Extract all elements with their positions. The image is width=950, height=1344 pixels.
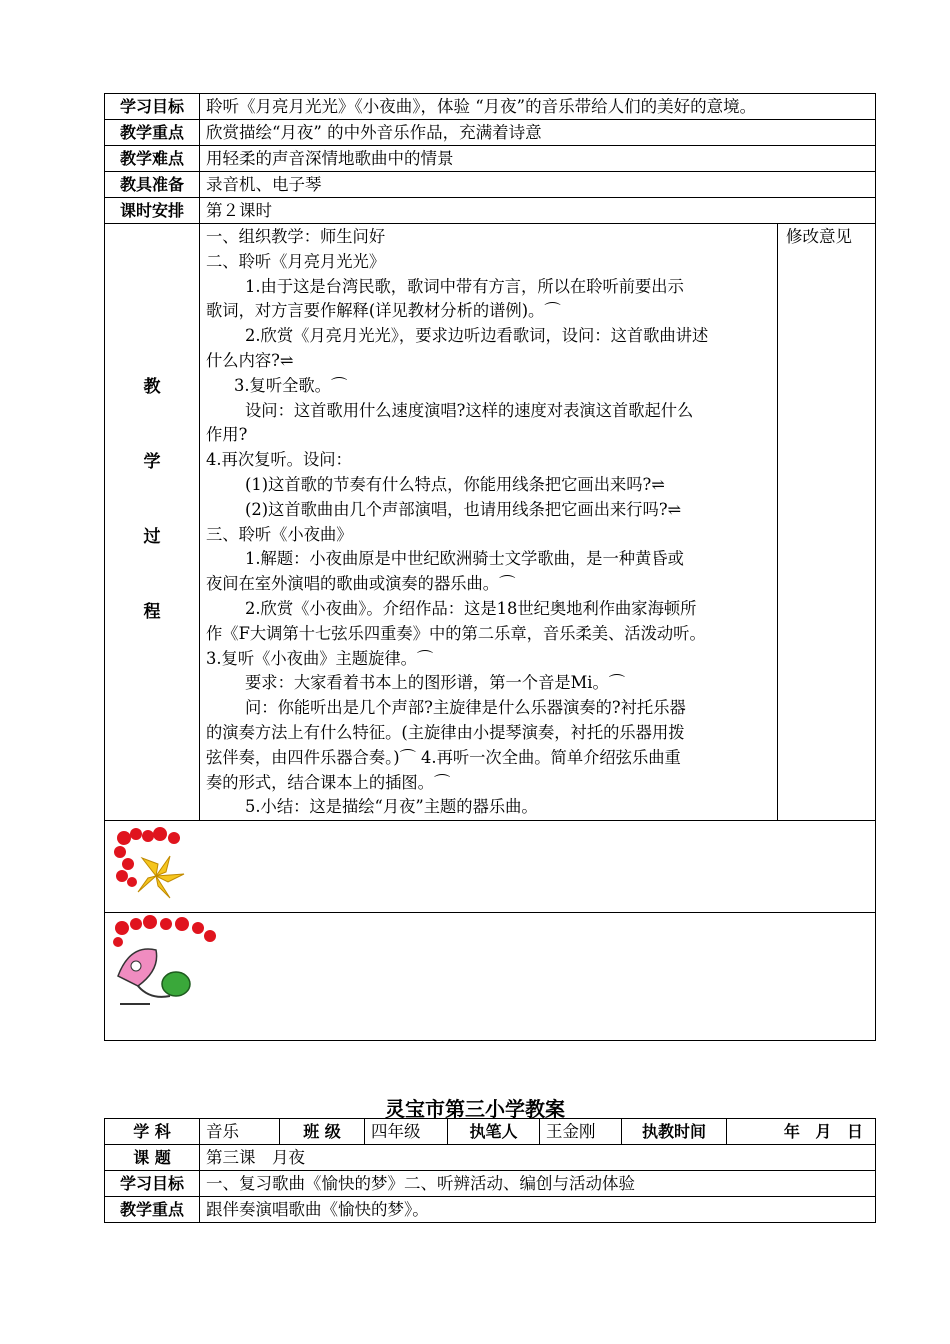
author-label: 执笔人 — [448, 1119, 540, 1145]
process-line: 2.欣赏《月亮月光光》，要求边听边看歌词，设问：这首歌曲讲述 — [245, 326, 709, 346]
morning-glory-icon — [110, 914, 220, 1014]
lesson-plan-table-1 — [104, 93, 876, 1041]
row-value: 第三课 月夜 — [200, 1145, 876, 1171]
process-char: 程 — [143, 602, 161, 623]
process-line: 一、组织教学：师生问好 — [206, 227, 386, 246]
process-content — [200, 224, 778, 821]
process-char: 学 — [143, 452, 161, 473]
row-value: 聆听《月亮月光光》《小夜曲》，体验 “月夜”的音乐带给人们的美好的意境。 — [200, 94, 876, 120]
time-value: 年 月 日 — [727, 1119, 876, 1145]
row-value: 欣赏描绘“月夜” 的中外音乐作品，充满着诗意 — [200, 120, 876, 146]
school-lesson-plan-title: 灵宝市第三小学教案 — [385, 1097, 565, 1121]
process-line: 的演奏方法上有什么特征。(主旋律由小提琴演奏，衬托的乐器用拨 — [206, 722, 685, 742]
process-line: 要求：大家看着书本上的图形谱，第一个音是Mi。⌒ — [245, 673, 626, 693]
process-line: 奏的形式，结合课本上的插图。⌒ — [206, 772, 451, 792]
process-line: 设问：这首歌用什么速度演唱?这样的速度对表演这首歌起什么 — [245, 400, 694, 420]
subject-value: 音乐 — [200, 1119, 280, 1145]
row-label: 教学重点 — [105, 120, 200, 146]
process-line: 问：你能听出是几个声部?主旋律是什么乐器演奏的?衬托乐器 — [245, 698, 686, 718]
row-value: 第２课时 — [200, 198, 876, 224]
process-line: 4.再次复听。设问： — [206, 450, 352, 470]
process-line: 作《F大调第十七弦乐四重奏》中的第二乐章，音乐柔美、活泼动听。 — [206, 623, 706, 643]
lesson-plan-table-2 — [104, 1118, 876, 1223]
process-line: (1)这首歌的节奏有什么特点，你能用线条把它画出来吗?⇌ — [245, 474, 665, 494]
row-value: 跟伴奏演唱歌曲《愉快的梦》。 — [200, 1197, 876, 1223]
row-label: 教学重点 — [105, 1197, 200, 1223]
row-value: 一、复习歌曲《愉快的梦》二、听辨活动、编创与活动体验 — [200, 1171, 876, 1197]
process-line: 二、聆听《月亮月光光》 — [206, 251, 386, 271]
revision-label: 修改意见 — [786, 227, 852, 246]
process-line: 2.欣赏《小夜曲》。介绍作品：这是18世纪奥地利作曲家海顿所 — [245, 598, 697, 618]
class-value: 四年级 — [365, 1119, 448, 1145]
process-char: 过 — [143, 527, 161, 548]
process-line: 作用? — [206, 425, 248, 445]
row-label: 教学难点 — [105, 146, 200, 172]
process-line: 歌词，对方言要作解释(详见教材分析的谱例)。⌒ — [206, 301, 561, 321]
blank-row — [105, 821, 876, 913]
row-label: 课时安排 — [105, 198, 200, 224]
blank-row — [105, 913, 876, 1041]
row-value: 录音机、电子琴 — [200, 172, 876, 198]
process-line: 3.复听《小夜曲》主题旋律。⌒ — [206, 648, 434, 668]
row-value: 用轻柔的声音深情地歌曲中的情景 — [200, 146, 876, 172]
process-line: 1.解题：小夜曲原是中世纪欧洲骑士文学歌曲，是一种黄昏或 — [245, 549, 684, 569]
process-line: 5.小结：这是描绘“月夜”主题的器乐曲。 — [245, 797, 538, 817]
flower-decoration-icon — [112, 826, 192, 906]
subject-label: 学 科 — [105, 1119, 200, 1145]
process-line: 夜间在室外演唱的歌曲或演奏的器乐曲。⌒ — [206, 574, 516, 594]
process-line: 1.由于这是台湾民歌，歌词中带有方言，所以在聆听前要出示 — [245, 276, 684, 296]
row-label: 学习目标 — [105, 1171, 200, 1197]
process-label — [105, 224, 200, 821]
process-line: (2)这首歌曲由几个声部演唱，也请用线条把它画出来行吗?⇌ — [245, 499, 682, 519]
process-line: 弦伴奏，由四件乐器合奏。)⌒ 4.再听一次全曲。简单介绍弦乐曲重 — [206, 747, 681, 767]
class-label: 班 级 — [280, 1119, 365, 1145]
row-label: 学习目标 — [105, 94, 200, 120]
process-line: 三、聆听《小夜曲》 — [206, 524, 353, 544]
time-label: 执教时间 — [622, 1119, 727, 1145]
row-label: 教具准备 — [105, 172, 200, 198]
author-value: 王金刚 — [540, 1119, 622, 1145]
revision-cell — [778, 224, 876, 821]
process-line: 什么内容?⇌ — [206, 350, 294, 370]
process-char: 教 — [143, 377, 161, 398]
row-label: 课 题 — [105, 1145, 200, 1171]
process-line: 3.复听全歌。⌒ — [234, 375, 348, 395]
